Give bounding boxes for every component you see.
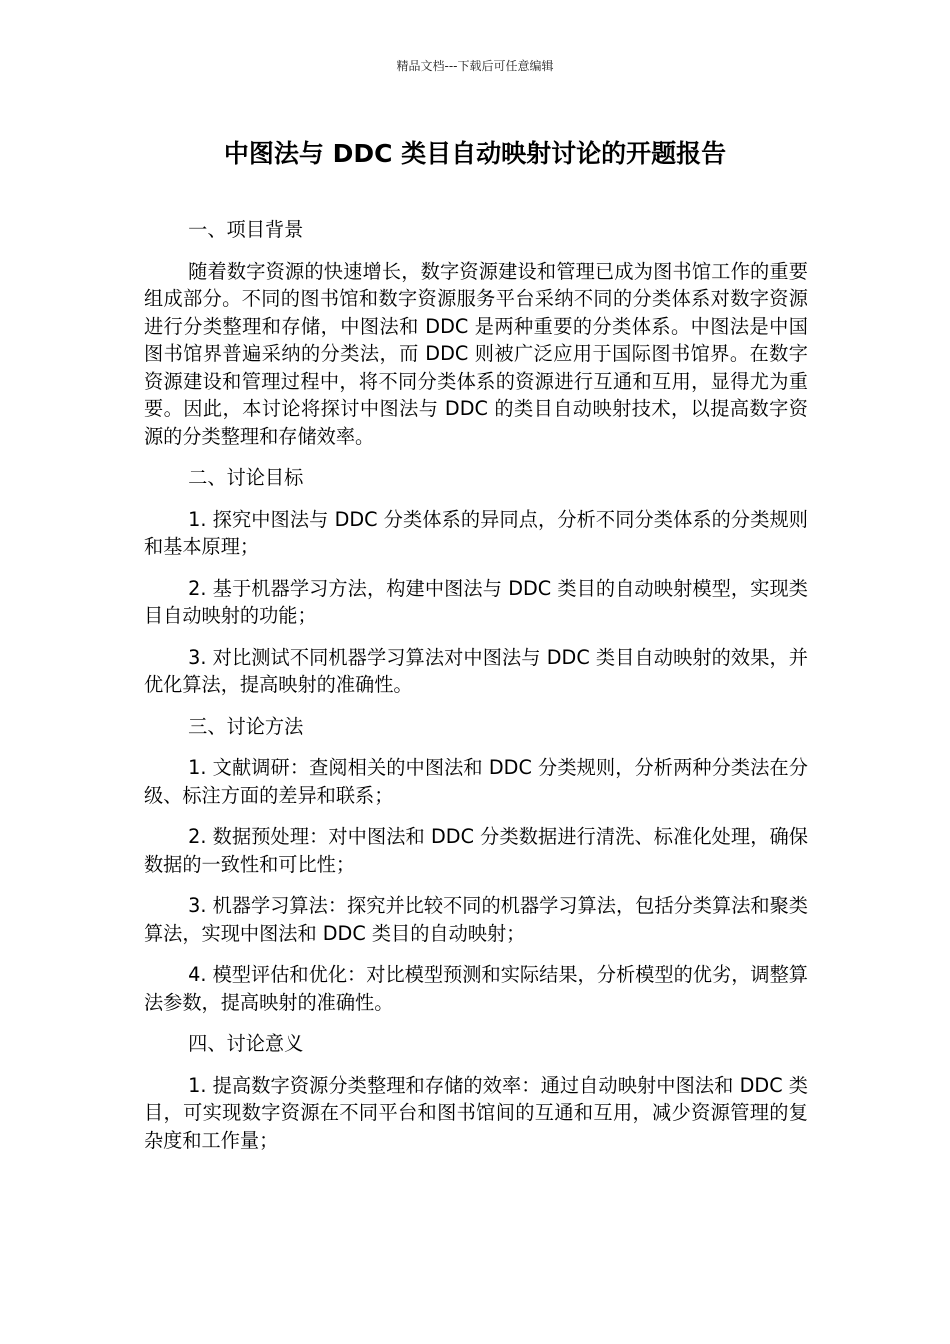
goal-item-1: 1. 探究中图法与 DDC 分类体系的异同点，分析不同分类体系的分类规则和基本原理；: [144, 507, 808, 558]
section-heading-goals: 二、讨论目标: [188, 466, 304, 489]
method-item-2: 2. 数据预处理：对中图法和 DDC 分类数据进行清洗、标准化处理，确保数据的一致性和可比性；: [144, 825, 808, 876]
section-heading-background: 一、项目背景: [188, 218, 304, 241]
section-heading-methods: 三、讨论方法: [188, 714, 304, 738]
document-title: 中图法与 DDC 类目自动映射讨论的开题报告: [223, 139, 727, 168]
method-item-1: 1. 文献调研：查阅相关的中图法和 DDC 分类规则，分析两种分类法在分级、标注方面的差异和联系；: [144, 756, 808, 807]
method-item-3: 3. 机器学习算法：探究并比较不同的机器学习算法，包括分类算法和聚类算法，实现中图法和 DDC 类目的自动映射；: [144, 894, 808, 945]
significance-item-1: 1. 提高数字资源分类整理和存储的效率：通过自动映射中图法和 DDC 类目，可实现数字资源在不同平台和图书馆间的互通和互用，减少资源管理的复杂度和工作量；: [144, 1073, 808, 1152]
page-header: 精品文档---下载后可任意编辑: [396, 59, 554, 73]
goal-item-2: 2. 基于机器学习方法，构建中图法与 DDC 类目的自动映射模型，实现类目自动映射的功能；: [144, 576, 808, 627]
section-heading-significance: 四、讨论意义: [188, 1032, 304, 1055]
paragraph-background: 随着数字资源的快速增长，数字资源建设和管理已成为图书馆工作的重要组成部分。不同的图书馆和数字资源服务平台采纳不同的分类体系对数字资源进行分类整理和存储，中图法和 DDC 是两种重要的分类体系。中图法是中国图书馆界普遍采纳的分类法，而 DDC 则被广泛应用于国际图书馆界。在数字资源建设和管理过程中，将不同分类体系的资源进行互通和互用，显得尤为重要。因此，本讨论将探讨中图法与 DDC 的类目自动映射技术，以提高数字资源的分类整理和存储效率。: [144, 259, 808, 448]
goal-item-3: 3. 对比测试不同机器学习算法对中图法与 DDC 类目自动映射的效果，并优化算法，提高映射的准确性。: [144, 645, 808, 696]
document-body: [144, 216, 808, 1168]
method-item-4: 4. 模型评估和优化：对比模型预测和实际结果，分析模型的优劣，调整算法参数，提高映射的准确性。: [144, 963, 808, 1014]
